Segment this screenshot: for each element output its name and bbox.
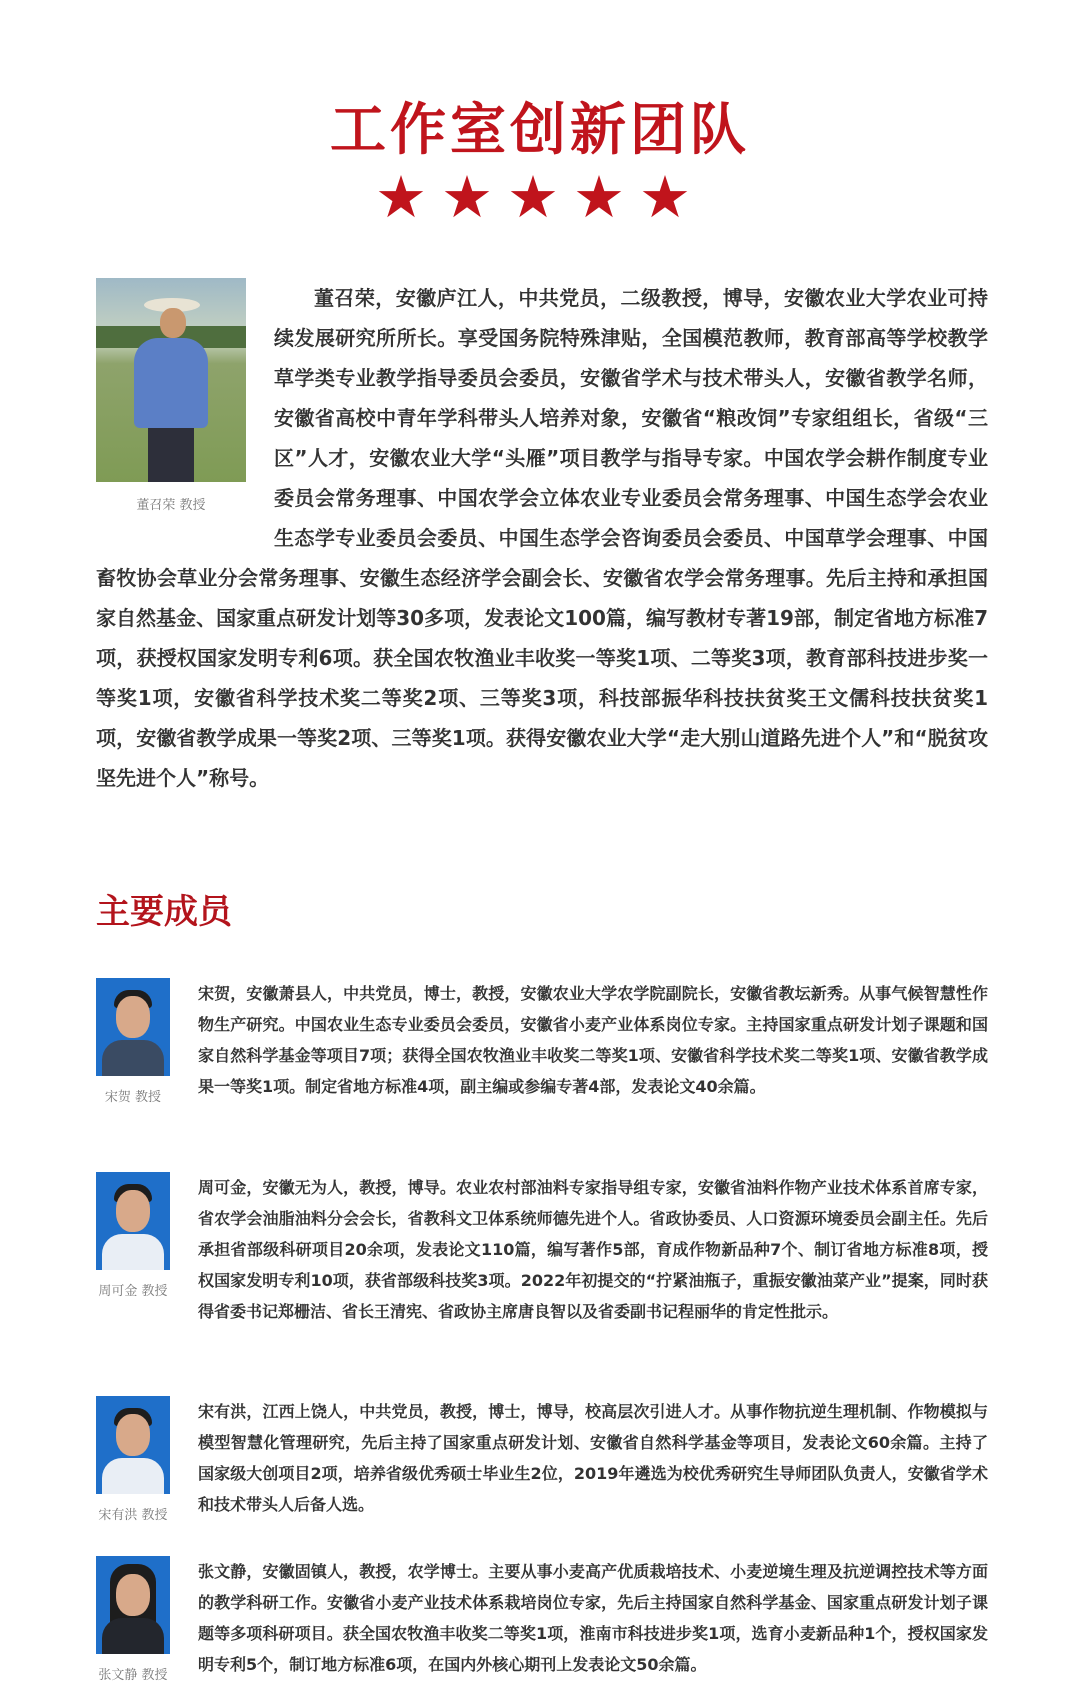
lead-profile xyxy=(96,278,988,798)
member-biography: 宋有洪，江西上饶人，中共党员，教授，博士，博导，校高层次引进人才。从事作物抗逆生理机制、作物模拟与模型智慧化管理研究，先后主持了国家重点研发计划、安徽省自然科学基金等项目，发表论文60余篇。主持了国家级大创项目2项，培养省级优秀硕士毕业生2位，2019年遴选为校优秀研究生导师团队负责人，安徽省学术和技术带头人后备人选。 xyxy=(198,1402,988,1514)
member-photo-block xyxy=(96,1172,170,1299)
member-biography: 周可金，安徽无为人，教授，博导。农业农村部油料专家指导组专家，安徽省油料作物产业技术体系首席专家，省农学会油脂油料分会会长，省教科文卫体系统师德先进个人。省政协委员、人口资源环境委员会副主任。先后承担省部级科研项目20余项，发表论文110篇，编写著作5部，育成作物新品种7个、制订省地方标准8项，授权国家发明专利10项，获省部级科技奖3项。2022年初提交的“拧紧油瓶子，重振安徽油菜产业”提案，同时获得省委书记郑栅洁、省长王清宪、省政协主席唐良智以及省委副书记程丽华的肯定性批示。 xyxy=(198,1178,988,1321)
member-profile xyxy=(96,978,988,1105)
star-icon: ★ xyxy=(375,163,441,231)
star-icon: ★ xyxy=(507,163,573,231)
member-photo-block xyxy=(96,1396,170,1523)
lead-photo-caption: 董召荣 教授 xyxy=(136,498,206,513)
member-portrait xyxy=(96,1172,170,1270)
member-photo-block xyxy=(96,978,170,1105)
lead-photo-block xyxy=(96,278,246,513)
lead-portrait-photo xyxy=(96,278,246,482)
section-heading-members: 主要成员 xyxy=(96,892,232,932)
member-photo-caption: 宋有洪 教授 xyxy=(98,1508,168,1523)
member-biography: 宋贺，安徽萧县人，中共党员，博士，教授，安徽农业大学农学院副院长，安徽省教坛新秀。从事气候智慧性作物生产研究。中国农业生态专业委员会委员，安徽省小麦产业体系岗位专家。主持国家重点研发计划子课题和国家自然科学基金等项目7项；获得全国农牧渔业丰收奖二等奖1项、安徽省科学技术奖二等奖1项、安徽省教学成果一等奖1项。制定省地方标准4项，副主编或参编专著4部，发表论文40余篇。 xyxy=(198,984,988,1096)
member-photo-caption: 张文静 教授 xyxy=(98,1668,168,1683)
rating-stars xyxy=(0,163,1080,231)
member-portrait xyxy=(96,978,170,1076)
member-photo-caption: 周可金 教授 xyxy=(98,1284,168,1299)
member-profile xyxy=(96,1556,988,1683)
member-profile xyxy=(96,1172,988,1327)
member-photo-block xyxy=(96,1556,170,1683)
member-biography: 张文静，安徽固镇人，教授，农学博士。主要从事小麦高产优质栽培技术、小麦逆境生理及抗逆调控技术等方面的教学科研工作。安徽省小麦产业技术体系栽培岗位专家，先后主持国家自然科学基金、国家重点研发计划子课题等多项科研项目。获全国农牧渔丰收奖二等奖1项，淮南市科技进步奖1项，选育小麦新品种1个，授权国家发明专利5个，制订地方标准6项，在国内外核心期刊上发表论文50余篇。 xyxy=(198,1562,988,1674)
star-icon: ★ xyxy=(639,163,705,231)
star-icon: ★ xyxy=(573,163,639,231)
member-portrait xyxy=(96,1396,170,1494)
member-portrait xyxy=(96,1556,170,1654)
star-icon: ★ xyxy=(441,163,507,231)
member-profile xyxy=(96,1396,988,1523)
member-photo-caption: 宋贺 教授 xyxy=(104,1090,162,1105)
lead-biography: 董召荣，安徽庐江人，中共党员，二级教授，博导，安徽农业大学农业可持续发展研究所所长。享受国务院特殊津贴，全国模范教师，教育部高等学校教学草学类专业教学指导委员会委员，安徽省学术与技术带头人，安徽省教学名师，安徽省高校中青年学科带头人培养对象，安徽省“粮改饲”专家组组长，省级“三区”人才，安徽农业大学“头雁”项目教学与指导专家。中国农学会耕作制度专业委员会常务理事、中国农学会立体农业专业委员会常务理事、中国生态学会农业生态学专业委员会委员、中国生态学会咨询委员会委员、中国草学会理事、中国畜牧协会草业分会常务理事、安徽生态经济学会副会长、安徽省农学会常务理事。先后主持和承担国家自然基金、国家重点研发计划等30多项，发表论文100篇，编写教材专著19部，制定省地方标准7项，获授权国家发明专利6项。获全国农牧渔业丰收奖一等奖1项、二等奖3项，教育部科技进步奖一等奖1项，安徽省科学技术奖二等奖2项、三等奖3项，科技部振华科技扶贫奖王文儒科技扶贫奖1项，安徽省教学成果一等奖2项、三等奖1项。获得安徽农业大学“走大别山道路先进个人”和“脱贫攻坚先进个人”称号。 xyxy=(96,286,988,790)
page-title: 工作室创新团队 xyxy=(330,98,750,163)
